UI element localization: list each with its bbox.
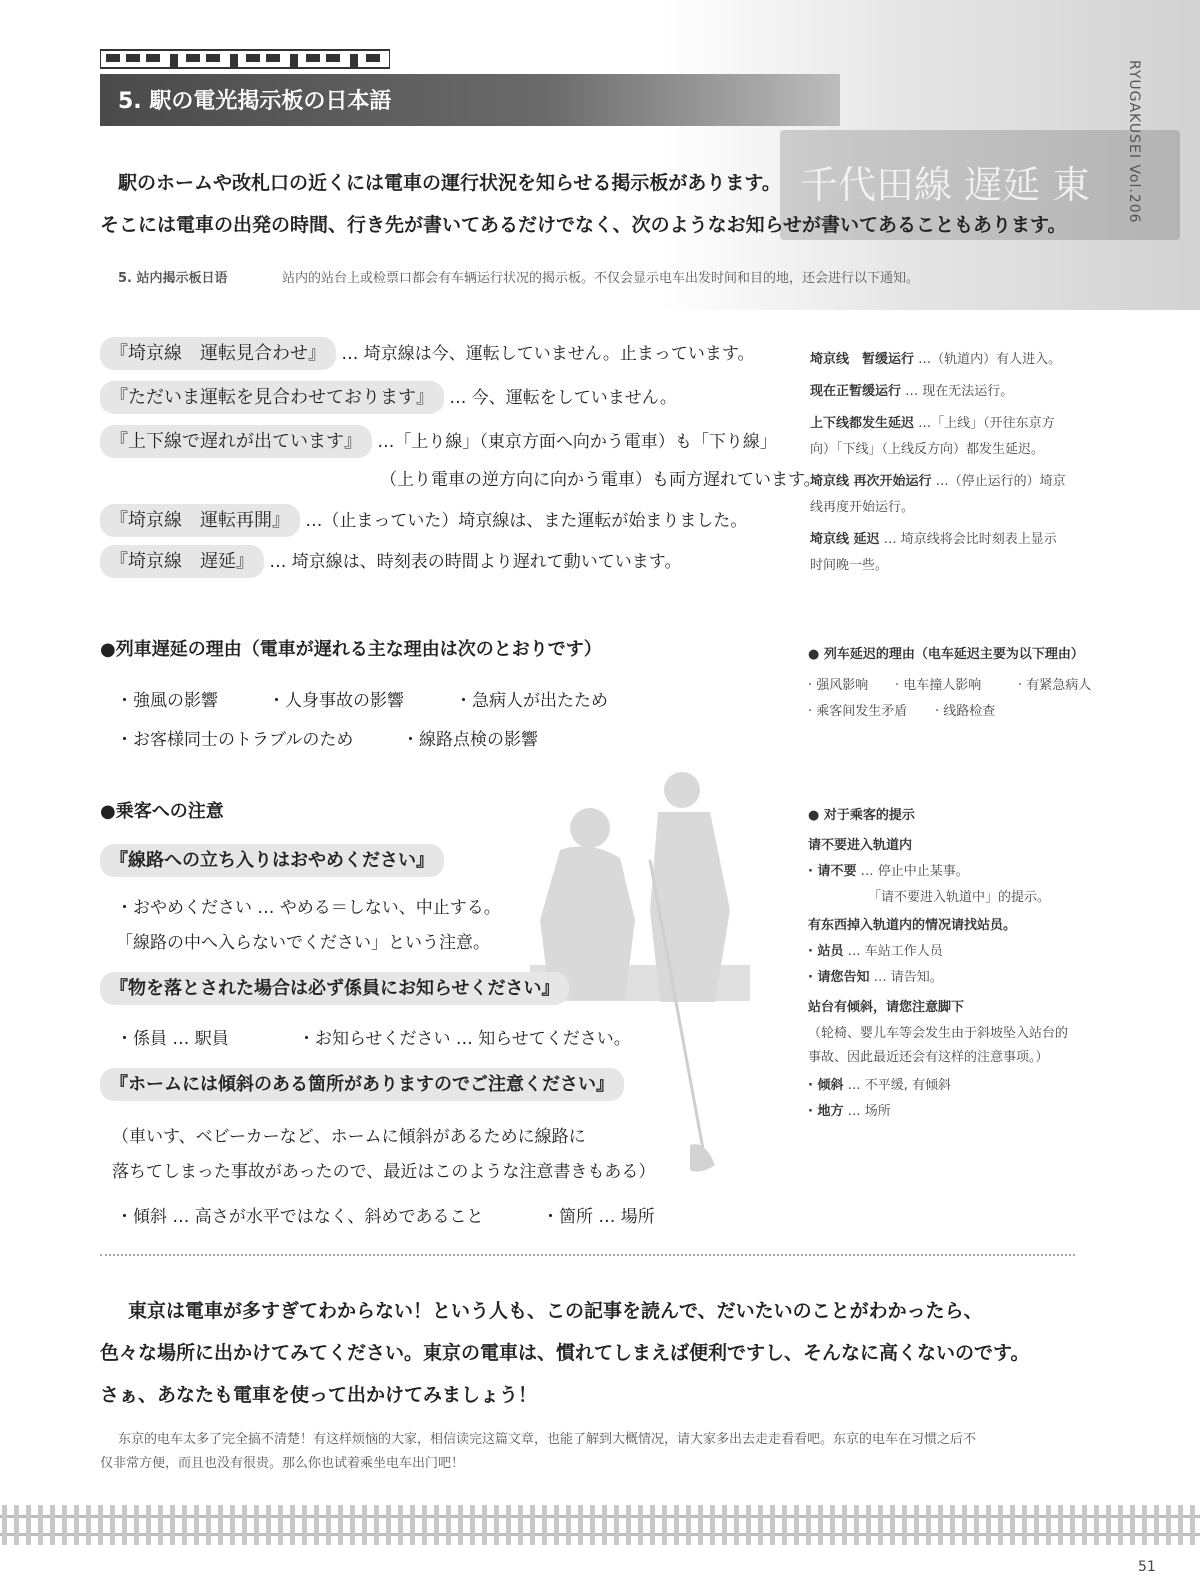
caution-cn-list (808, 804, 1098, 1126)
notice-item (100, 339, 754, 365)
rail-tie (14, 1505, 19, 1545)
delay-cn-reason: · 强风影响 (808, 678, 869, 693)
closing-cn-2: 仅非常方便，而且也没有很贵。那么你也试着乘坐电车出门吧！ (100, 1456, 465, 1471)
rail-tie (698, 1505, 703, 1545)
rail-tie (182, 1505, 187, 1545)
rail-tie (518, 1505, 523, 1545)
notice-cn-item: 埼京线 延迟 … 埼京线将会比时刻表上显示 (810, 532, 1057, 547)
notice-item-continued (380, 465, 821, 490)
rail-tie (434, 1505, 439, 1545)
caution-line: （車いす、ベビーカーなど、ホームに傾斜があるために線路に (112, 1127, 586, 1147)
notice-desc: … 埼京線は今、運転していません。止まっています。 (341, 344, 755, 364)
rail-tie (590, 1505, 595, 1545)
intro-cn-text: 站内的站台上或检票口都会有车辆运行状况的揭示板。不仅会显示电车出发时间和目的地，还会进行以下通知。 (282, 271, 920, 286)
rail-tie (650, 1505, 655, 1545)
delay-reason: ・お客様同士のトラブルのため (116, 730, 354, 750)
notice-cn-item: 现在正暂缓运行 … 现在无法运行。 (810, 384, 1014, 399)
delay-reason: ・強風の影響 (116, 691, 218, 711)
rail-tie (986, 1505, 991, 1545)
rail-tie (38, 1505, 43, 1545)
delay-cn-heading: ● 列车延迟的理由（电车延迟主要为以下理由） (808, 647, 1084, 662)
rail-tie (470, 1505, 475, 1545)
notice-label: 『埼京線 運転再開』 (100, 504, 300, 537)
caution-notice-3 (100, 1070, 624, 1096)
rail-tie (1046, 1505, 1051, 1545)
rail-tie (194, 1505, 199, 1545)
rail-tie (1022, 1505, 1027, 1545)
rail-tie (734, 1505, 739, 1545)
rail-tie (794, 1505, 799, 1545)
rail-tie (926, 1505, 931, 1545)
rail-tie (362, 1505, 367, 1545)
caution-label: 『ホームには傾斜のある箇所がありますのでご注意ください』 (100, 1068, 624, 1101)
caution-line: 落ちてしまった事故があったので、最近はこのような注意書きもある） (112, 1162, 656, 1182)
rail-tie (266, 1505, 271, 1545)
rail-tie (2, 1505, 7, 1545)
rail-tie (122, 1505, 127, 1545)
caution-label: 『物を落とされた場合は必ず係員にお知らせください』 (100, 972, 569, 1005)
notice-label: 『埼京線 遅延』 (100, 545, 264, 578)
rail-tie (770, 1505, 775, 1545)
rail-tie (554, 1505, 559, 1545)
rail-tie (1082, 1505, 1087, 1545)
rail-tie (1142, 1505, 1147, 1545)
notice-cn-list (810, 348, 1100, 580)
delay-reason: ・人身事故の影響 (268, 691, 404, 711)
rail-tie (350, 1505, 355, 1545)
section-title: 5. 駅の電光掲示板の日本語 (118, 89, 392, 114)
rail-tie (710, 1505, 715, 1545)
rail-tie (626, 1505, 631, 1545)
caution-cn-item: · 站员 … 车站工作人员 (808, 944, 943, 959)
caution-cn-item: 有东西掉入轨道内的情况请找站员。 (808, 918, 1017, 933)
notice-desc: …「上り線」（東京方面へ向かう電車）も「下り線」 (377, 432, 777, 452)
rail-tie (578, 1505, 583, 1545)
rail-tie (962, 1505, 967, 1545)
station-sign-photo: 千代田線 遅延 東 (780, 130, 1180, 240)
rail-tie (914, 1505, 919, 1545)
rail-tie (566, 1505, 571, 1545)
rail-tie (602, 1505, 607, 1545)
rail-tie (614, 1505, 619, 1545)
rail-tie (218, 1505, 223, 1545)
rail-tie (1058, 1505, 1063, 1545)
closing-cn-1: 东京的电车太多了完全搞不清楚！有这样烦恼的大家，相信读完这篇文章，也能了解到大概情况，请大家多出去走走看看吧。东京的电车在习惯之后不 (118, 1432, 977, 1447)
rail-tie (26, 1505, 31, 1545)
delay-reason: ・急病人が出たため (455, 691, 608, 711)
delay-cn-reason: · 乘客间发生矛盾 (808, 704, 908, 719)
rail-tie (1118, 1505, 1123, 1545)
intro-line-1: 駅のホームや改札口の近くには電車の運行状況を知らせる掲示板があります。 (118, 172, 781, 194)
rail-tie (506, 1505, 511, 1545)
rail-tie (842, 1505, 847, 1545)
rail-tie (398, 1505, 403, 1545)
caution-cn-heading: ● 对于乘客的提示 (808, 808, 915, 823)
caution-line: ・お知らせください … 知らせてください。 (298, 1029, 631, 1049)
rail-tie (722, 1505, 727, 1545)
delay-reason: ・線路点検の影響 (402, 730, 538, 750)
caution-heading: ●乗客への注意 (100, 801, 224, 822)
caution-definition: ・箇所 … 場所 (542, 1207, 655, 1227)
notice-desc: （上り電車の逆方向に向かう電車）も両方遅れています。 (380, 470, 821, 490)
rail-tie (662, 1505, 667, 1545)
rail-tie (890, 1505, 895, 1545)
notice-cn-item: 向）「下线」（上线反方向）都发生延迟。 (810, 442, 1045, 457)
notice-cn-item: 线再度开始运行。 (810, 500, 915, 515)
rail-tie (74, 1505, 79, 1545)
caution-line: 「線路の中へ入らないでください」という注意。 (116, 933, 490, 953)
rail-tie (866, 1505, 871, 1545)
rail-tie (1070, 1505, 1075, 1545)
notice-label: 『上下線で遅れが出ています』 (100, 425, 372, 458)
rail-tie (902, 1505, 907, 1545)
closing-line-3: さぁ、あなたも電車を使って出かけてみましょう！ (100, 1384, 538, 1406)
rail-tie (746, 1505, 751, 1545)
rail-tie (422, 1505, 427, 1545)
delay-heading: ●列車遅延の理由（電車が遅れる主な理由は次のとおりです） (100, 639, 602, 660)
notice-item (100, 506, 747, 532)
rail-tie (1094, 1505, 1099, 1545)
rail-tie (326, 1505, 331, 1545)
notice-item (100, 547, 681, 573)
rail-tie (410, 1505, 415, 1545)
rail-tie (974, 1505, 979, 1545)
caution-definition: ・傾斜 … 高さが水平ではなく、斜めであること (116, 1207, 484, 1227)
caution-cn-item: 「请不要进入轨道中」的提示。 (868, 890, 1051, 905)
rail-tie (134, 1505, 139, 1545)
rail-tie (998, 1505, 1003, 1545)
rail-tie (638, 1505, 643, 1545)
rail-tie (374, 1505, 379, 1545)
rail-tie (146, 1505, 151, 1545)
rail-tie (950, 1505, 955, 1545)
rail-track-decoration (0, 1505, 1200, 1545)
rail-tie (446, 1505, 451, 1545)
delay-cn-reason: · 线路检查 (935, 704, 996, 719)
rail-tie (86, 1505, 91, 1545)
rail-tie (278, 1505, 283, 1545)
caution-label: 『線路への立ち入りはおやめください』 (100, 844, 444, 877)
notice-label: 『ただいま運転を見合わせております』 (100, 381, 444, 414)
caution-notice-1 (100, 846, 444, 872)
rail-tie (290, 1505, 295, 1545)
rail-tie (530, 1505, 535, 1545)
rail-tie (878, 1505, 883, 1545)
magazine-issue-label: RYUGAKUSEI Vol.206 (1126, 60, 1142, 224)
intro-line-2: そこには電車の出発の時間、行き先が書いてあるだけでなく、次のようなお知らせが書いてあることもあります。 (100, 214, 1067, 236)
rail-tie (386, 1505, 391, 1545)
delay-cn-reason: · 有紧急病人 (1018, 678, 1092, 693)
rail-tie (230, 1505, 235, 1545)
rail-tie (758, 1505, 763, 1545)
rail-tie (854, 1505, 859, 1545)
notice-label: 『埼京線 運転見合わせ』 (100, 337, 336, 370)
delay-cn-reason: · 电车撞人影响 (895, 678, 982, 693)
notice-desc: … 埼京線は、時刻表の時間より遅れて動いています。 (269, 552, 682, 572)
closing-line-2: 色々な場所に出かけてみてください。東京の電車は、慣れてしまえば便利ですし、そんなに高くないのです。 (100, 1342, 1030, 1364)
caution-cn-item: （轮椅、婴儿车等会发生由于斜坡坠入站台的 (808, 1026, 1069, 1041)
rail-tie (242, 1505, 247, 1545)
notice-cn-item: 上下线都发生延迟 …「上线」（开往东京方 (810, 416, 1055, 431)
rail-tie (806, 1505, 811, 1545)
notice-item (100, 427, 777, 453)
rail-tie (1130, 1505, 1135, 1545)
caution-cn-item: 事故、因此最近还会有这样的注意事项。） (808, 1050, 1049, 1065)
intro-cn-label: 5. 站内揭示板日语 (118, 271, 228, 286)
rail-tie (1190, 1505, 1195, 1545)
rail-tie (686, 1505, 691, 1545)
rail-tie (206, 1505, 211, 1545)
caution-cn-item: · 地方 … 场所 (808, 1104, 891, 1119)
notice-desc: … 今、運転をしていません。 (449, 388, 677, 408)
rail-tie (1010, 1505, 1015, 1545)
rail-tie (338, 1505, 343, 1545)
notice-cn-item: 埼京线 再次开始运行 …（停止运行的）埼京 (810, 474, 1066, 489)
rail-tie (938, 1505, 943, 1545)
notice-desc: …（止まっていた）埼京線は、また運転が始まりました。 (305, 511, 748, 531)
notice-item (100, 383, 677, 409)
rail-tie (818, 1505, 823, 1545)
caution-notice-2 (100, 974, 569, 1000)
notice-cn-item: 时间晚一些。 (810, 558, 889, 573)
rail-tie (62, 1505, 67, 1545)
rail-tie (1154, 1505, 1159, 1545)
rail-tie (542, 1505, 547, 1545)
rail-tie (674, 1505, 679, 1545)
train-strip-icon (100, 46, 390, 72)
rail-tie (1166, 1505, 1171, 1545)
caution-line: ・おやめください … やめる＝しない、中止する。 (116, 898, 501, 918)
rail-tie (830, 1505, 835, 1545)
caution-cn-item: · 请不要 … 停止中止某事。 (808, 864, 969, 879)
closing-line-1: 東京は電車が多すぎてわからない！という人も、この記事を読んで、だいたいのことがわかったら、 (128, 1300, 983, 1322)
rail-tie (1034, 1505, 1039, 1545)
rail-tie (110, 1505, 115, 1545)
rail-tie (482, 1505, 487, 1545)
caution-cn-item: 请不要进入轨道内 (808, 838, 913, 853)
rail-tie (50, 1505, 55, 1545)
rail-tie (314, 1505, 319, 1545)
section-divider (100, 1254, 1075, 1256)
rail-tie (98, 1505, 103, 1545)
page-number: 51 (1138, 1559, 1156, 1575)
caution-cn-item: · 请您告知 … 请告知。 (808, 970, 943, 985)
caution-line: ・係員 … 駅員 (116, 1029, 229, 1049)
caution-cn-item: 站台有倾斜，请您注意脚下 (808, 1000, 965, 1015)
rail-tie (170, 1505, 175, 1545)
caution-cn-item: · 倾斜 … 不平缓, 有倾斜 (808, 1078, 951, 1093)
rail-tie (494, 1505, 499, 1545)
rail-tie (458, 1505, 463, 1545)
rail-tie (1178, 1505, 1183, 1545)
rail-tie (158, 1505, 163, 1545)
rail-tie (1106, 1505, 1111, 1545)
rail-tie (782, 1505, 787, 1545)
rail-tie (302, 1505, 307, 1545)
rail-tie (254, 1505, 259, 1545)
notice-cn-item: 埼京线 暂缓运行 …（轨道内）有人进入。 (810, 352, 1062, 367)
